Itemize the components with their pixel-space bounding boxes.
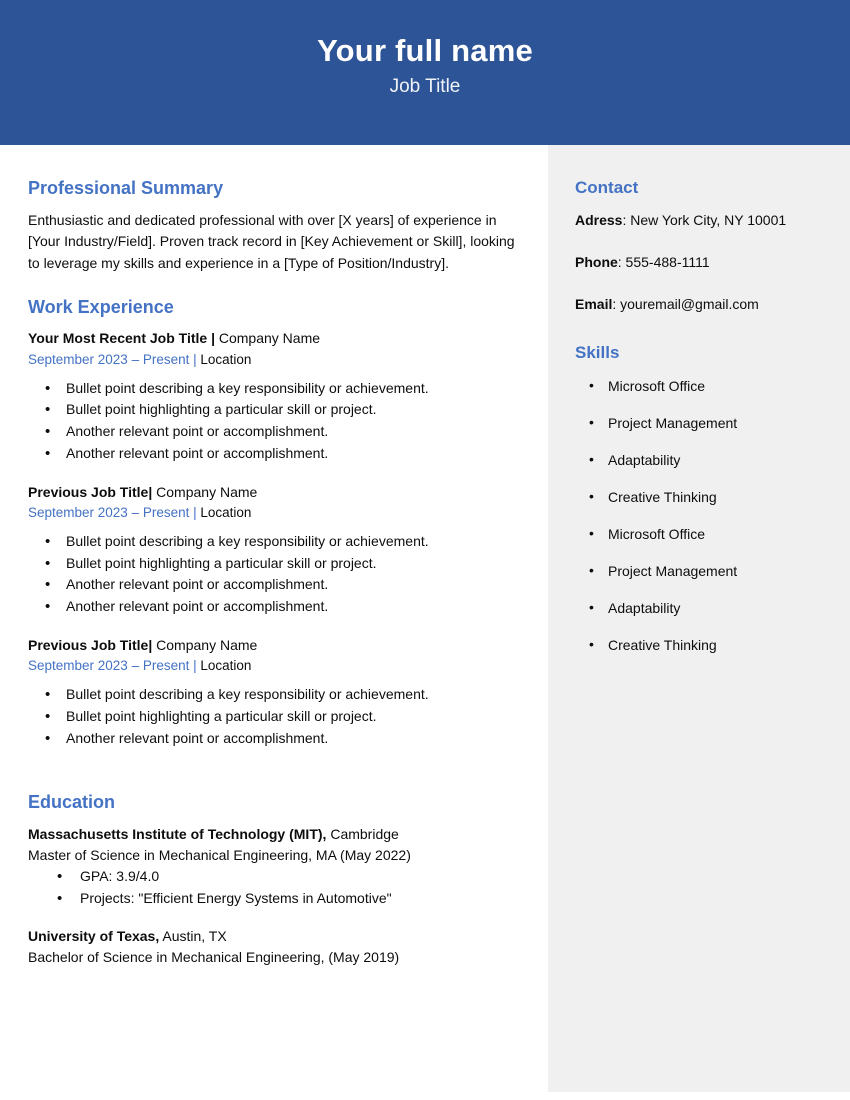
job-bullet: • Another relevant point or accomplishment. xyxy=(28,443,528,465)
education-degree: Master of Science in Mechanical Engineering, MA (May 2022) xyxy=(28,847,411,864)
job-bullet: • Another relevant point or accomplishment. xyxy=(28,728,528,750)
skill-item: • Adaptability xyxy=(575,450,834,471)
skill-item: • Project Management xyxy=(575,413,834,434)
job-bullet: • Another relevant point or accomplishment. xyxy=(28,421,528,443)
job-location: Location xyxy=(196,351,252,367)
job-dates: September 2023 – Present xyxy=(28,504,194,520)
job-entry xyxy=(28,328,528,464)
contact-list xyxy=(575,210,834,315)
job-dates: September 2023 – Present xyxy=(28,351,194,367)
job-company: Company Name xyxy=(152,636,258,653)
section-heading-summary: Professional Summary xyxy=(28,178,224,198)
job-bullet-list xyxy=(28,684,528,749)
job-separator: | xyxy=(148,636,153,653)
education-school-line xyxy=(28,926,528,947)
section-heading-education: Education xyxy=(28,792,116,813)
education-school-name: Massachusetts Institute of Technology (MIT), xyxy=(28,826,327,843)
job-bullet: • Bullet point describing a key responsibility or achievement. xyxy=(28,684,528,706)
job-headline xyxy=(28,328,528,348)
job-bullet: • Another relevant point or accomplishment. xyxy=(28,596,528,618)
job-bullet: • Bullet point highlighting a particular skill or project. xyxy=(28,399,528,421)
job-meta-separator: | xyxy=(193,351,197,367)
job-headline xyxy=(28,482,528,502)
job-title-text: Previous Job Title xyxy=(28,636,149,653)
contact-email-value: : youremail@gmail.com xyxy=(612,296,759,313)
education-entry xyxy=(28,824,528,909)
job-title-text: Your Most Recent Job Title xyxy=(28,330,212,347)
sidebar-column xyxy=(548,145,850,1092)
skill-item: • Microsoft Office xyxy=(575,376,834,397)
education-bullet: • GPA: 3.9/4.0 xyxy=(28,866,528,888)
job-headline xyxy=(28,635,528,655)
job-entry xyxy=(28,635,528,750)
contact-phone xyxy=(575,252,834,273)
contact-address-label: Adress xyxy=(575,212,623,229)
contact-email-label: Email xyxy=(575,296,613,313)
resume-header-banner xyxy=(0,0,850,145)
skill-item: • Project Management xyxy=(575,561,834,582)
job-company: Company Name xyxy=(152,483,258,500)
job-meta-separator: | xyxy=(193,504,197,520)
job-title-text: Previous Job Title xyxy=(28,483,149,500)
contact-address-value: : New York City, NY 10001 xyxy=(622,212,787,229)
job-location: Location xyxy=(196,504,252,520)
summary-text: Enthusiastic and dedicated professional with over [X years] of experience in [Your Industry/Field]. Proven track record in [Key Achievement or Skill], looking to leverage my skills and experience in a [Type of Position/Industry]. xyxy=(28,211,515,271)
education-section xyxy=(28,792,528,968)
job-separator: | xyxy=(211,330,215,347)
contact-email xyxy=(575,294,834,315)
skills-list xyxy=(575,376,834,656)
job-bullet: • Bullet point describing a key responsibility or achievement. xyxy=(28,378,528,400)
section-heading-contact: Contact xyxy=(575,178,639,197)
education-bullet: • Projects: "Efficient Energy Systems in Automotive" xyxy=(28,888,528,910)
job-bullet: • Bullet point highlighting a particular skill or project. xyxy=(28,553,528,575)
skill-item: • Adaptability xyxy=(575,598,834,619)
skills-section xyxy=(575,343,834,655)
job-bullet: • Bullet point describing a key responsibility or achievement. xyxy=(28,531,528,553)
job-meta-separator: | xyxy=(193,658,197,674)
contact-phone-label: Phone xyxy=(575,254,618,271)
education-bullet-list xyxy=(28,866,528,909)
job-bullet-list xyxy=(28,378,528,465)
education-entry xyxy=(28,926,528,968)
job-title: Job Title xyxy=(389,76,461,98)
skill-item: • Creative Thinking xyxy=(575,635,834,656)
education-school-city: Cambridge xyxy=(326,826,399,843)
education-degree: Bachelor of Science in Mechanical Engineering, (May 2019) xyxy=(28,949,400,966)
skill-item: • Microsoft Office xyxy=(575,524,834,545)
education-school-name: University of Texas, xyxy=(28,928,160,945)
section-heading-work-experience: Work Experience xyxy=(28,296,174,317)
job-bullet-list xyxy=(28,531,528,618)
job-bullet: • Another relevant point or accomplishment. xyxy=(28,574,528,596)
professional-summary-section xyxy=(28,178,528,275)
contact-section xyxy=(575,178,834,315)
job-meta xyxy=(28,350,528,370)
contact-phone-value: : 555-488-1111 xyxy=(617,254,710,271)
job-separator: | xyxy=(148,483,153,500)
job-company: Company Name xyxy=(214,330,321,347)
skill-item: • Creative Thinking xyxy=(575,487,834,508)
main-column xyxy=(0,145,548,1100)
section-heading-skills: Skills xyxy=(575,343,620,363)
contact-address xyxy=(575,210,834,231)
job-dates: September 2023 – Present xyxy=(28,658,194,674)
full-name: Your full name xyxy=(317,33,533,68)
job-meta xyxy=(28,656,528,676)
job-entry xyxy=(28,482,528,618)
work-experience-section xyxy=(28,297,528,750)
education-school-city: Austin, TX xyxy=(159,928,227,945)
education-school-line xyxy=(28,824,528,845)
job-location: Location xyxy=(196,658,252,674)
job-bullet: • Bullet point highlighting a particular skill or project. xyxy=(28,706,528,728)
job-meta xyxy=(28,503,528,523)
